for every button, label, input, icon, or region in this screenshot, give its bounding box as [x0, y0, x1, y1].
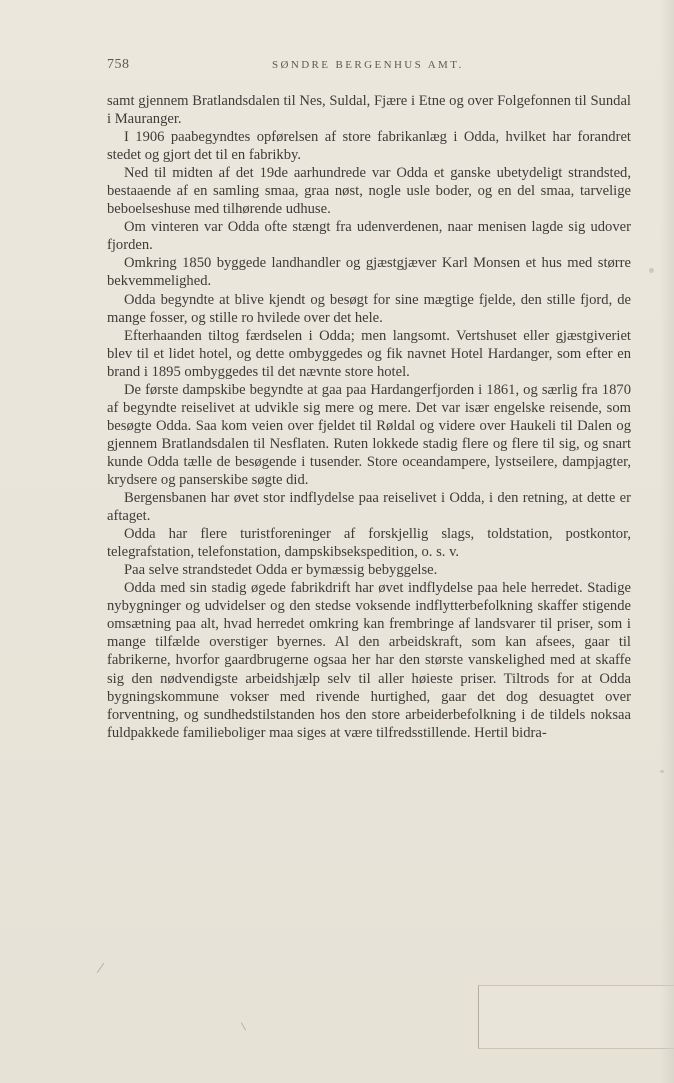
paper-mark	[97, 963, 105, 973]
running-title: SØNDRE BERGENHUS AMT.	[272, 59, 464, 71]
paragraph: Bergensbanen har øvet stor indflydelse paa reiselivet i Odda, i den retning, at dette er aftaget.	[107, 490, 631, 525]
paragraph: I 1906 paabegyndtes opførelsen af store fabrikanlæg i Odda, hvilket har forandret stedet og gjort det til en fabrikby.	[107, 129, 631, 164]
paragraph: Odda med sin stadig øgede fabrikdrift har øvet indflydelse paa hele herredet. Stadige nybygninger og udvidelser og den stedse voksende indflytterbefolkning skaffer stigende omsætning paa alt, hvad herredet omkring kan frembringe af landsvarer til priser, som i mange tilfælde overstiger byernes. Al den arbeidskraft, som kan afsees, gaar til fabrikerne, hvorfor gaardbrugerne ogsaa her har den største vanskelighed med at skaffe sig den nødvendigste arbeidshjælp selv til aller høieste priser. Tiltrods for at Odda bygningskommune vokser med rivende hurtighed, gaar det dog desuagtet over forventning, og sundhedstilstanden hos den store arbeiderbefolkning i de tildels noksaa fuldpakkede familieboliger maa siges at være tilfredsstillende. Hertil bidra-	[107, 580, 631, 741]
paragraph: Ned til midten af det 19de aarhundrede var Odda et ganske ubetydeligt strandsted, bestaaende af en samling smaa, graa nøst, nogle usle boder, og en del smaa, tarvelige beboelseshuse med tilhørende udhuse.	[107, 165, 631, 218]
body-text	[107, 92, 631, 742]
page-edge-shadow	[660, 0, 674, 1083]
paragraph: Omkring 1850 byggede landhandler og gjæstgjæver Karl Monsen et hus med større bekvemmelighed.	[107, 255, 631, 290]
page-header	[107, 57, 631, 75]
paragraph: samt gjennem Bratlandsdalen til Nes, Suldal, Fjære i Etne og over Folgefonnen til Sundal i Mauranger.	[107, 93, 631, 128]
page-number: 758	[107, 57, 130, 72]
ink-speck	[649, 268, 654, 273]
page-corner-fold	[478, 985, 674, 1049]
paragraph: Paa selve strandstedet Odda er bymæssig bebyggelse.	[124, 562, 438, 579]
paragraph: Odda har flere turistforeninger af forskjellig slags, toldstation, postkontor, telegrafstation, telefonstation, dampskibsekspedition, o. s. v.	[107, 526, 631, 561]
paragraph: De første dampskibe begyndte at gaa paa Hardangerfjorden i 1861, og særlig fra 1870 af begyndte reiselivet at udvikle sig mere og mere. Det var især engelske reisende, som besøgte Odda. Saa kom veien over fjeldet til Røldal og videre over Haukeli til Dalen og gjennem Bratlandsdalen til Nesflaten. Ruten lokkede stadig flere og flere til sig, og snart kunde Odda tælle de besøgende i tusender. Store oceandampere, lystseilere, dampjagter, krydsere og panserskibe søgte did.	[107, 381, 631, 488]
paragraph: Odda begyndte at blive kjendt og besøgt for sine mægtige fjelde, den stille fjord, de mange fosser, og stille ro hvilede over det hele.	[107, 291, 631, 326]
paragraph: Om vinteren var Odda ofte stængt fra udenverdenen, naar menisen lagde sig udover fjorden.	[107, 219, 631, 254]
paragraph: Efterhaanden tiltog færdselen i Odda; men langsomt. Vertshuset eller gjæstgiveriet blev til et lidet hotel, og dette ombyggedes og fik navnet Hotel Hardanger, som efter en brand i 1895 ombyggedes til det nævnte store hotel.	[107, 327, 631, 380]
paper-mark	[241, 1022, 246, 1030]
